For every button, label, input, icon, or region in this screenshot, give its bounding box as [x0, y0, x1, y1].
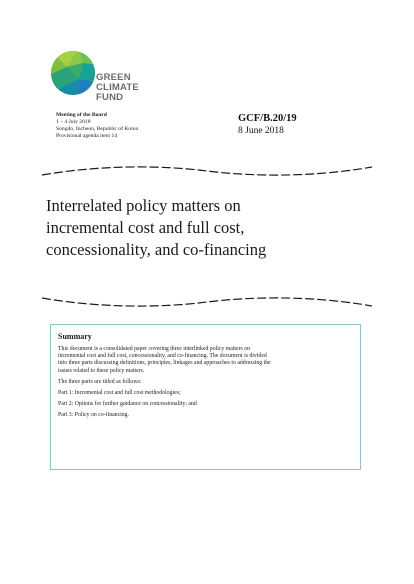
summary-body-line: issues related to these policy matters.: [58, 367, 145, 374]
summary-box: [50, 324, 361, 470]
meeting-location: Songdo, Incheon, Republic of Korea: [56, 126, 139, 132]
summary-body-line: This document is a consolidated paper covering three interlinked policy matters on: [58, 346, 251, 352]
summary-body: [58, 346, 354, 375]
wave-divider-bottom: [40, 294, 374, 310]
summary-body-line: incremental cost and full cost, concessionality, and co-financing. The document is divided: [58, 353, 267, 360]
logo-text-line: FUND: [96, 92, 124, 103]
logo-text-line: CLIMATE: [96, 82, 139, 93]
meeting-dates: 1 – 4 July 2018: [56, 119, 91, 125]
document-code: GCF/B.20/19: [238, 113, 297, 124]
document-reference: [238, 112, 297, 138]
gcf-logo-text: [96, 73, 139, 103]
document-title: [46, 195, 366, 261]
summary-part-item: Part 1: Incremental cost and full cost methodologies;: [58, 390, 181, 397]
summary-part-item: Part 2: Options for further guidance on concessionality; and: [58, 401, 197, 408]
summary-parts-intro: The three parts are titled as follows:: [58, 378, 142, 385]
summary-body-line: into three parts discussing definitions, principles, linkages and approaches to addressing the: [58, 360, 271, 367]
title-line: Interrelated policy matters on: [46, 196, 241, 215]
gcf-globe-mark-icon: [49, 49, 97, 97]
title-line: incremental cost and full cost,: [46, 218, 245, 237]
meeting-info: [56, 112, 138, 140]
summary-part-item: Part 3: Policy on co-financing.: [58, 412, 129, 419]
logo-text-line: GREEN: [96, 72, 131, 83]
document-date: 8 June 2018: [238, 126, 284, 136]
wave-divider-top: [40, 163, 374, 179]
summary-heading: Summary: [58, 332, 92, 341]
meeting-agenda-item: Provisional agenda item 14: [56, 133, 118, 139]
meeting-title: Meeting of the Board: [56, 112, 107, 118]
title-line: concessionality, and co-financing: [46, 240, 267, 259]
gcf-logo: [49, 45, 159, 107]
